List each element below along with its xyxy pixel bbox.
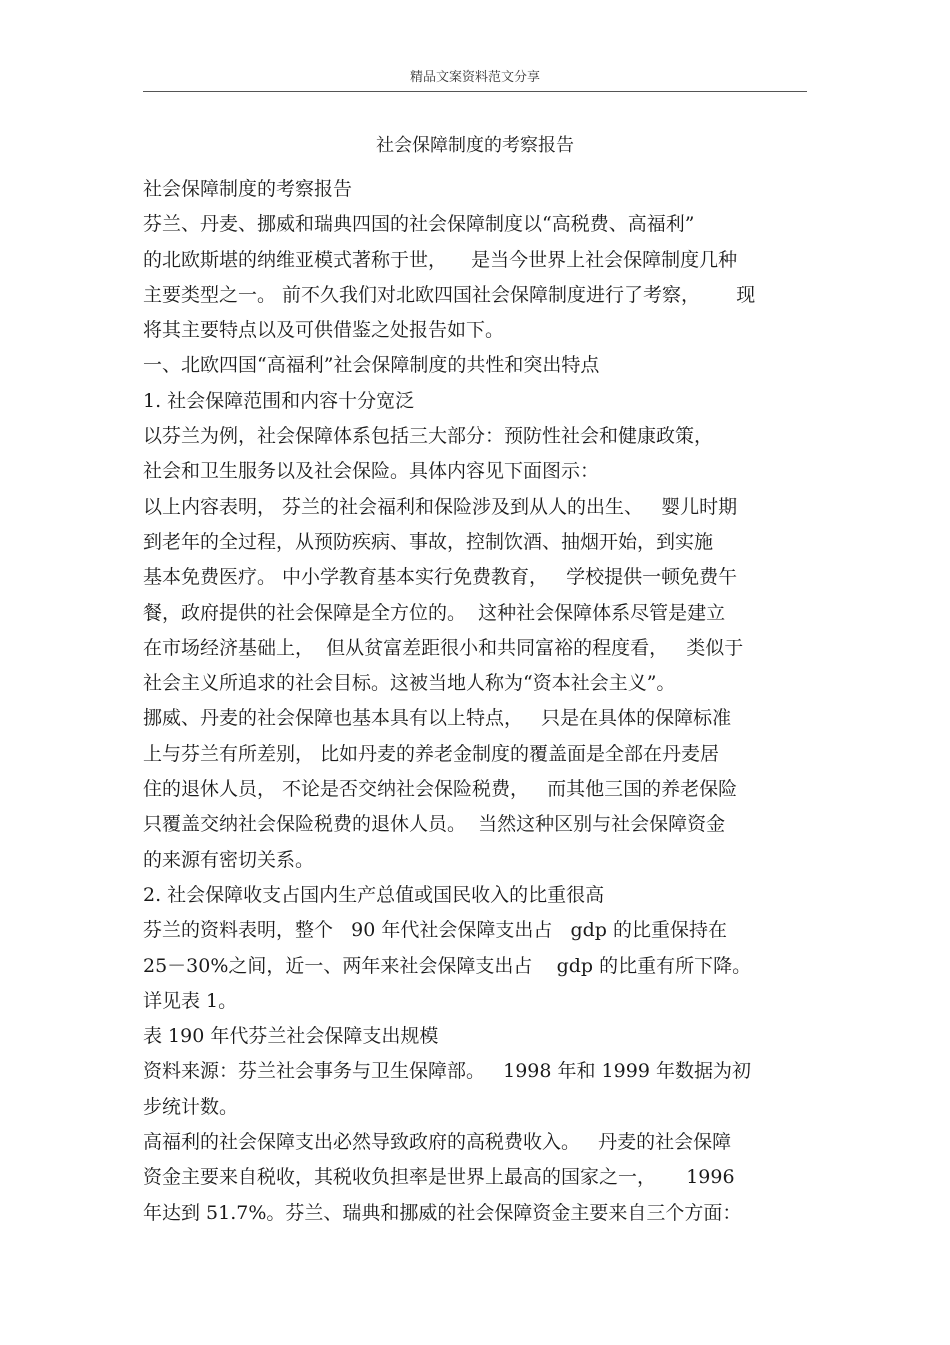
- text-line: 到老年的全过程，从预防疾病、事故，控制饮酒、抽烟开始，到实施: [143, 530, 714, 553]
- header-divider: [143, 91, 807, 92]
- text-line: 住的退休人员， 不论是否交纳社会保险税费， 而其他三国的养老保险: [143, 778, 738, 801]
- table-caption: 表 190 年代芬兰社会保障支出规模: [143, 1025, 439, 1048]
- section-heading: 一、北欧四国“高福利”社会保障制度的共性和突出特点: [143, 354, 600, 377]
- text-line: 基本免费医疗。 中小学教育基本实行免费教育， 学校提供一顿免费午: [143, 566, 738, 589]
- text-line: 只覆盖交纳社会保险税费的退休人员。 当然这种区别与社会保障资金: [143, 813, 726, 836]
- header-text: 精品文案资料范文分享: [409, 70, 540, 85]
- text-line: 详见表 1。: [143, 989, 238, 1012]
- text-line: 资料来源：芬兰社会事务与卫生保障部。 1998 年和 1999 年数据为初: [143, 1060, 751, 1083]
- text-line: 资金主要来自税收，其税收负担率是世界上最高的国家之一， 1996: [143, 1166, 735, 1189]
- text-line: 年达到 51.7%。芬兰、瑞典和挪威的社会保障资金主要来自三个方面：: [143, 1201, 742, 1224]
- text-line: 25－30%之间，近一、两年来社会保障支出占 gdp 的比重有所下降。: [143, 954, 752, 977]
- text-line: 社会主义所追求的社会目标。这被当地人称为“资本社会主义”。: [143, 672, 676, 695]
- subsection-heading: 1. 社会保障范围和内容十分宽泛: [143, 389, 415, 412]
- text-line: 的北欧斯堪的纳维亚模式著称于世， 是当今世界上社会保障制度几种: [143, 248, 738, 271]
- text-line: 以上内容表明， 芬兰的社会福利和保险涉及到从人的出生、 婴儿时期: [143, 495, 738, 518]
- text-line: 高福利的社会保障支出必然导致政府的高税费收入。 丹麦的社会保障: [143, 1131, 732, 1154]
- text-line: 步统计数。: [143, 1095, 239, 1118]
- text-line: 芬兰的资料表明，整个 90 年代社会保障支出占 gdp 的比重保持在: [143, 919, 727, 942]
- text-line: 主要类型之一。 前不久我们对北欧四国社会保障制度进行了考察， 现: [143, 283, 756, 306]
- text-line: 上与芬兰有所差别， 比如丹麦的养老金制度的覆盖面是全部在丹麦居: [143, 742, 720, 765]
- text-line: 挪威、丹麦的社会保障也基本具有以上特点， 只是在具体的保障标准: [143, 707, 732, 730]
- text-line: 餐，政府提供的社会保障是全方位的。 这种社会保障体系尽管是建立: [143, 601, 726, 624]
- subsection-heading: 2. 社会保障收支占国内生产总值或国民收入的比重很高: [143, 883, 605, 906]
- text-line: 社会保障制度的考察报告: [143, 178, 353, 200]
- text-line: 在市场经济基础上， 但从贫富差距很小和共同富裕的程度看， 类似于: [143, 636, 744, 659]
- text-line: 以芬兰为例，社会保障体系包括三大部分：预防性社会和健康政策，: [143, 425, 714, 448]
- text-line: 将其主要特点以及可供借鉴之处报告如下。: [143, 319, 505, 342]
- text-line: 的来源有密切关系。: [143, 848, 315, 871]
- text-line: 芬兰、丹麦、挪威和瑞典四国的社会保障制度以“高税费、高福利”: [143, 213, 695, 236]
- text-line: 社会和卫生服务以及社会保险。具体内容见下面图示：: [143, 460, 600, 483]
- document-body: [143, 172, 813, 1231]
- document-title: 社会保障制度的考察报告: [376, 135, 574, 156]
